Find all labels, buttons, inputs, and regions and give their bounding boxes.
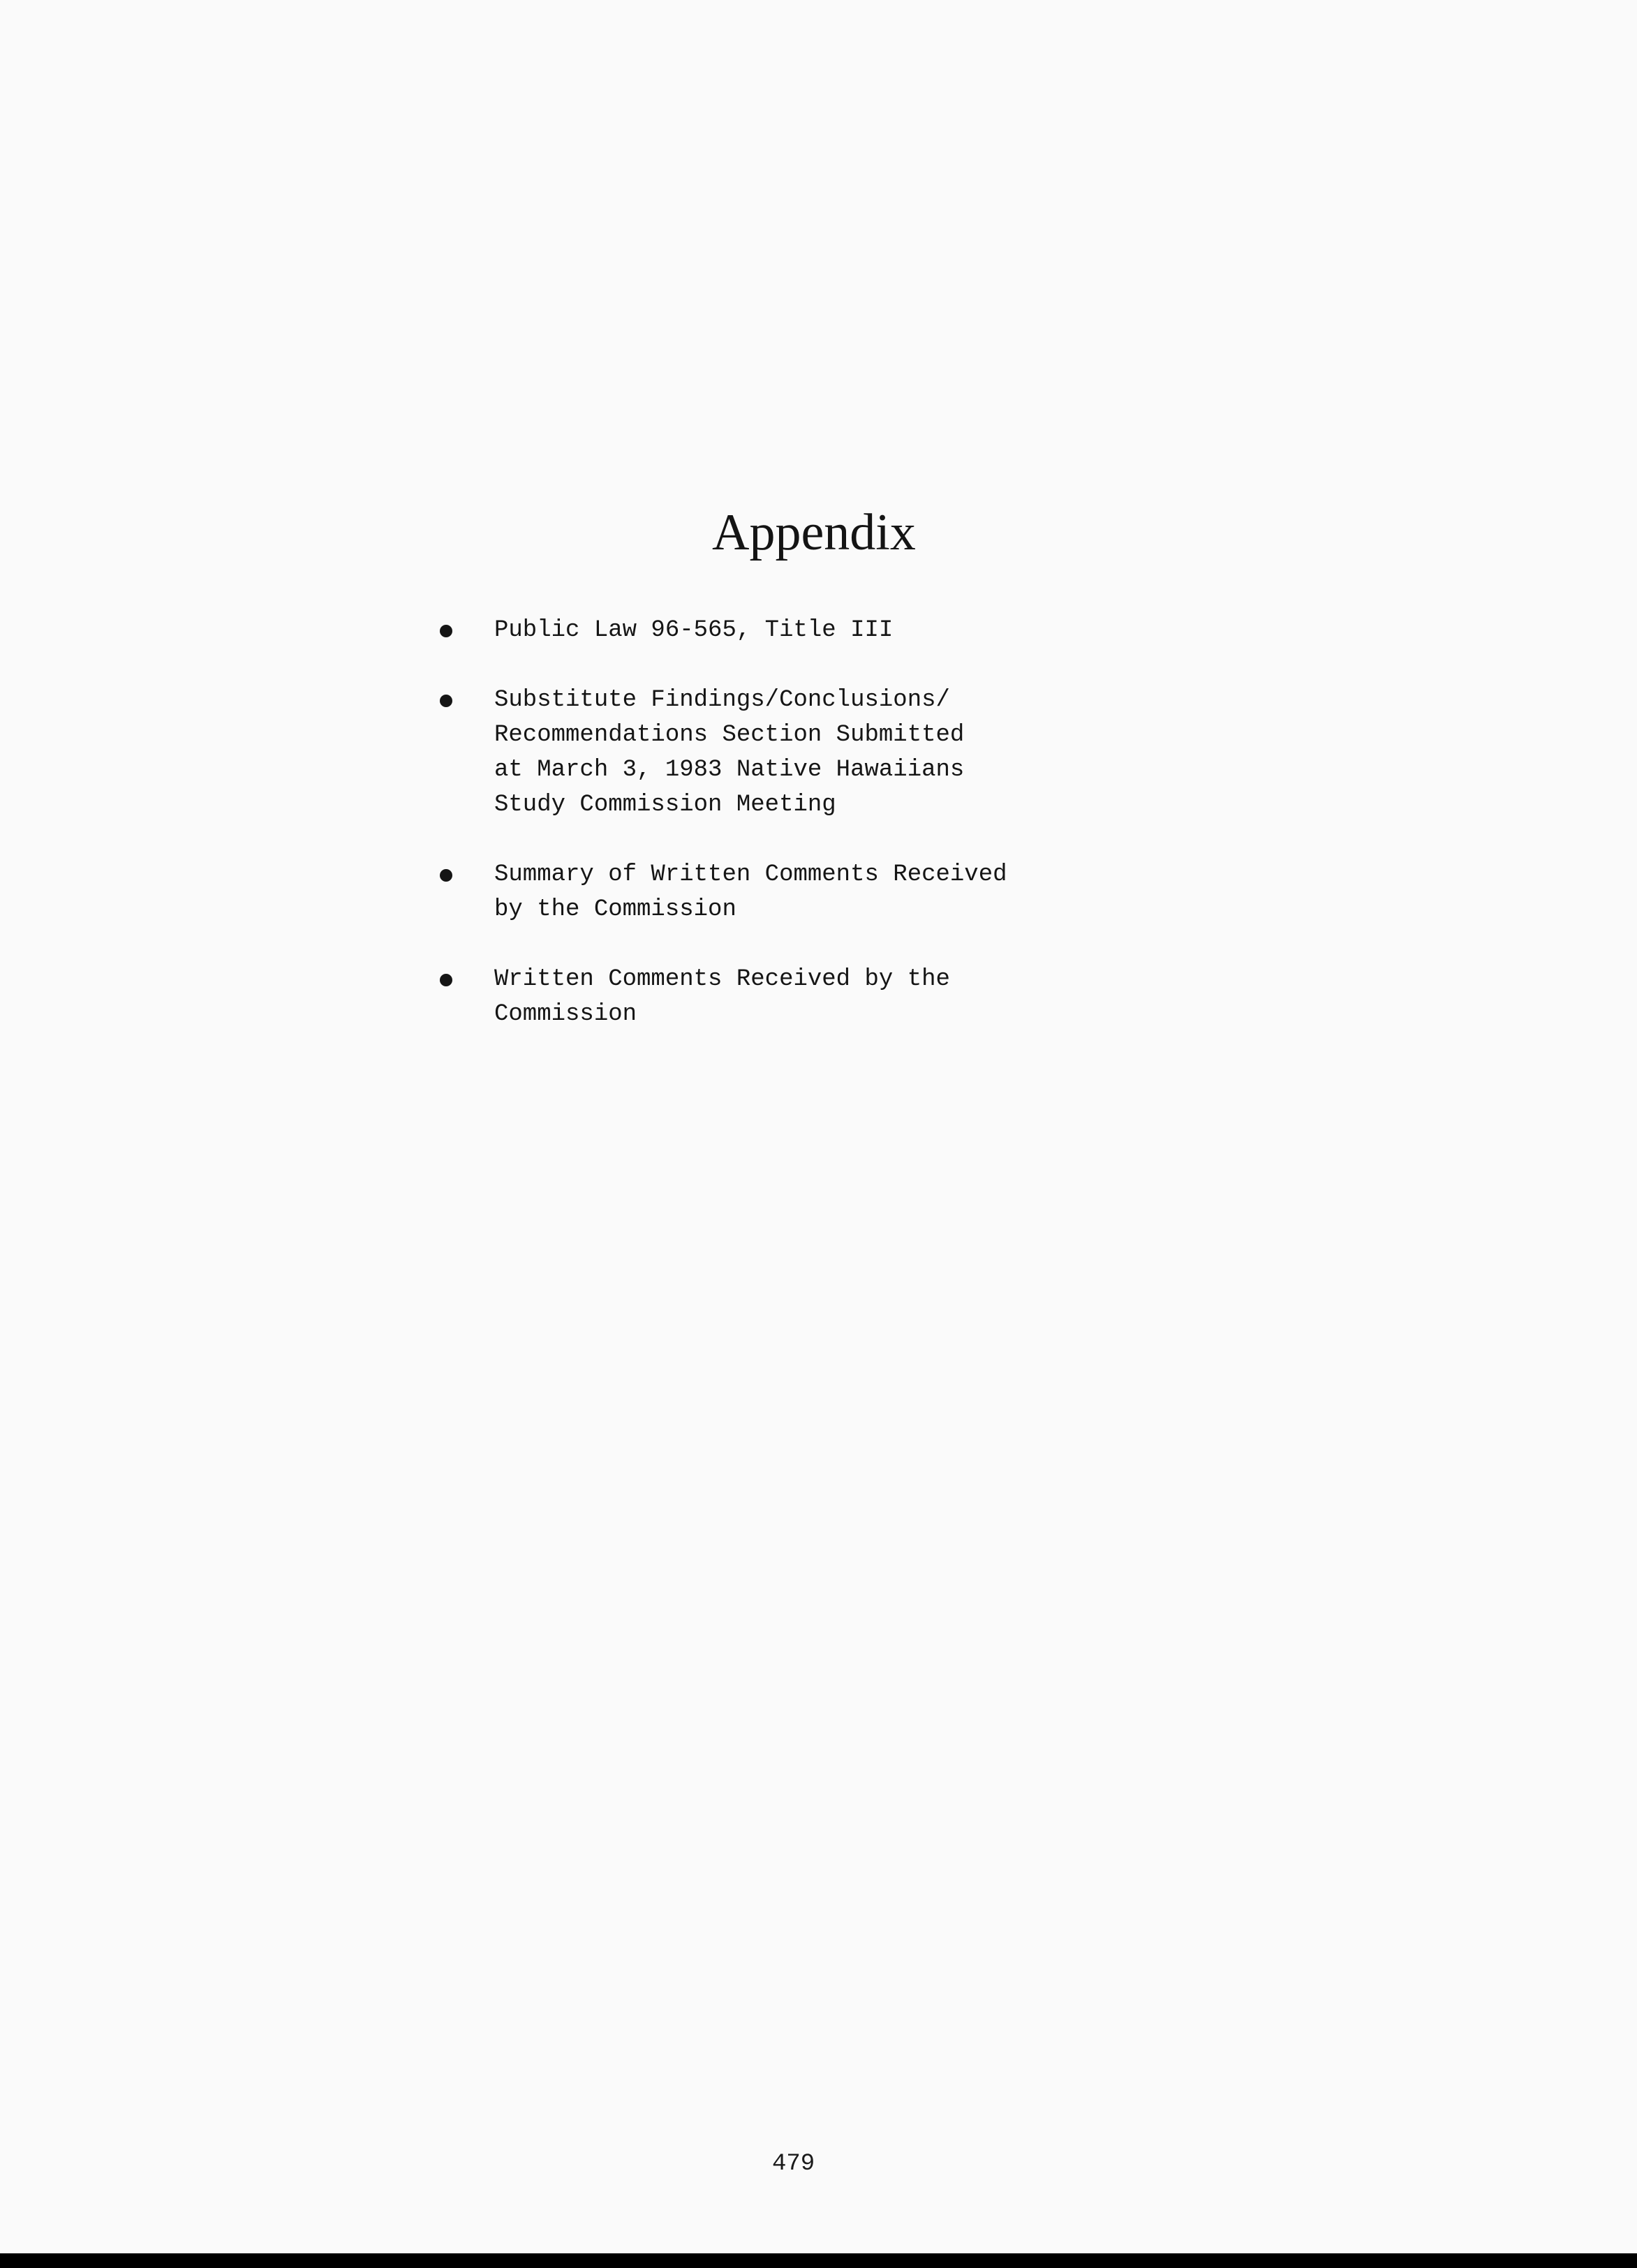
list-item <box>440 613 1264 648</box>
list-item-line: Study Commission Meeting <box>494 792 836 818</box>
list-item-line: at March 3, 1983 Native Hawaiians <box>494 757 965 783</box>
bullet-icon <box>440 695 452 707</box>
list-item <box>440 962 1264 1032</box>
list-item-line: Public Law 96-565, Title III <box>494 617 894 644</box>
list-item-line: Substitute Findings/Conclusions/ <box>494 687 950 713</box>
scan-edge-band <box>0 2253 1637 2268</box>
list-item-line: Summary of Written Comments Received <box>494 861 1007 888</box>
list-item <box>440 683 1264 822</box>
page-title: Appendix <box>712 504 916 561</box>
bullet-icon <box>440 625 452 637</box>
list-item-line: Commission <box>494 1001 637 1028</box>
list-item <box>440 857 1264 927</box>
list-item-line: by the Commission <box>494 896 736 923</box>
bullet-icon <box>440 974 452 986</box>
list-item-line: Recommendations Section Submitted <box>494 722 965 748</box>
appendix-contents-list <box>440 613 1264 1067</box>
list-item-line: Written Comments Received by the <box>494 966 950 993</box>
bullet-icon <box>440 869 452 882</box>
page-number: 479 <box>772 2151 815 2177</box>
